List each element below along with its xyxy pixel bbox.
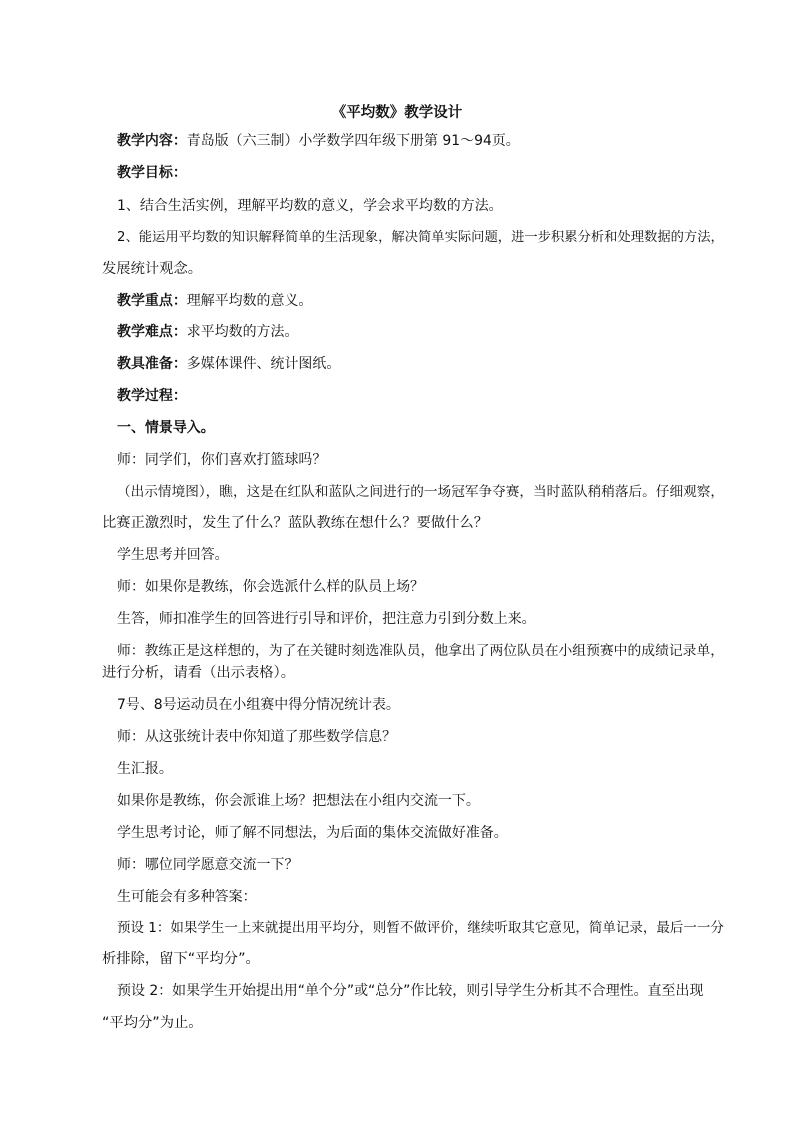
paragraph-12: 师：哪位同学愿意交流一下？ <box>117 857 299 873</box>
paragraph-3: 学生思考并回答。 <box>117 547 229 563</box>
paragraph-10: 如果你是教练，你会派谁上场？把想法在小组内交流一下。 <box>117 793 480 809</box>
objective-item-2-line-2: 发展统计观念。 <box>102 261 203 277</box>
paragraph-7: 7号、8号运动员在小组赛中得分情况统计表。 <box>117 697 400 713</box>
key-point-value: 理解平均数的意义。 <box>186 293 313 309</box>
paragraph-5: 生答，师扣准学生的回答进行引导和评价，把注意力引到分数上来。 <box>117 611 536 627</box>
difficulty-label: 教学难点： <box>117 324 187 340</box>
difficulty-line <box>117 322 739 342</box>
paragraph-2-line-2: 比赛正激烈时，发生了什么？蓝队教练在想什么？要做什么？ <box>102 515 489 531</box>
paragraph-8: 师：从这张统计表中你知道了那些数学信息？ <box>117 729 397 745</box>
paragraph-2-line-1: （出示情境图），瞧，这是在红队和蓝队之间进行的一场冠军争夺赛，当时蓝队稍稍落后。仔细观察， <box>117 484 725 500</box>
content-value: 青岛版（六三制）小学数学四年级下册第 91～94页。 <box>186 133 520 149</box>
content-label: 教学内容： <box>117 133 187 149</box>
materials-value: 多媒体课件、统计图纸。 <box>186 356 341 372</box>
paragraph-14-line-1: 预设 1：如果学生一上来就提出用平均分，则暂不做评价，继续听取其它意见，简单记录，最后一一分 <box>117 920 724 936</box>
paragraph-1: 师：同学们，你们喜欢打篮球吗？ <box>117 452 327 468</box>
materials-label: 教具准备： <box>117 356 187 372</box>
key-point-line <box>117 291 739 311</box>
paragraph-14-line-2: 析排除，留下“平均分”。 <box>102 951 260 967</box>
paragraph-9: 生汇报。 <box>117 761 173 777</box>
process-heading: 教学过程： <box>117 388 187 404</box>
paragraph-15-line-2: “平均分”为止。 <box>102 1015 203 1031</box>
difficulty-value: 求平均数的方法。 <box>186 324 299 340</box>
paragraph-6-line-1: 师：教练正是这样想的，为了在关键时刻选准队员，他拿出了两位队员在小组预赛中的成绩记录单， <box>117 643 725 659</box>
materials-line <box>117 354 739 374</box>
paragraph-4: 师：如果你是教练，你会选派什么样的队员上场？ <box>117 579 424 595</box>
objective-item-2-line-1: 2、能运用平均数的知识解释简单的生活现象，解决简单实际问题，进一步积累分析和处理数据的方法， <box>117 230 724 245</box>
section-1-heading: 一、情景导入。 <box>117 420 215 436</box>
paragraph-15-line-1: 预设 2：如果学生开始提出用“单个分”或“总分”作比较，则引导学生分析其不合理性。直至出现 <box>117 983 704 999</box>
document-title: 《平均数》教学设计 <box>331 105 463 121</box>
objective-item-1: 1、结合生活实例，理解平均数的意义，学会求平均数的方法。 <box>117 198 503 214</box>
paragraph-11: 学生思考讨论，师了解不同想法，为后面的集体交流做好准备。 <box>117 825 508 841</box>
objectives-heading: 教学目标： <box>117 165 187 181</box>
paragraph-6-line-2: 进行分析，请看（出示表格）。 <box>102 665 296 681</box>
key-point-label: 教学重点： <box>117 293 187 309</box>
content-line <box>117 131 739 151</box>
paragraph-13: 生可能会有多种答案： <box>117 889 257 905</box>
